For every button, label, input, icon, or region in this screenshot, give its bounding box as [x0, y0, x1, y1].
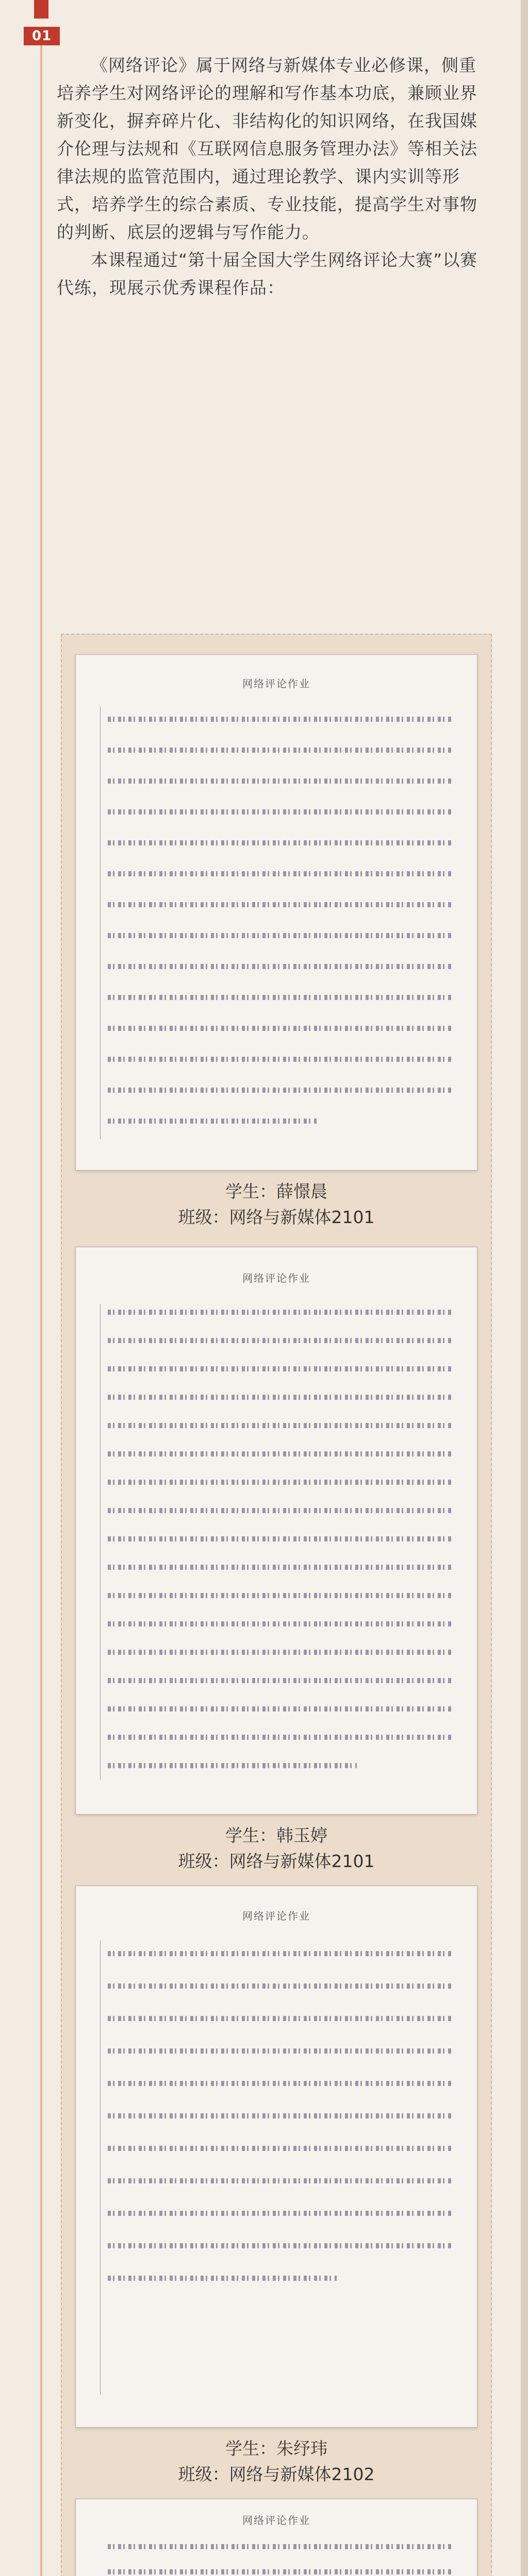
decorative-marker	[34, 0, 48, 19]
work-caption	[75, 1823, 477, 1874]
work-item	[75, 654, 477, 1230]
section-number-badge: 01	[24, 27, 60, 45]
sheet-title: 网络评论作业	[242, 1272, 310, 1284]
student-class: 班级：网络与新媒体2101	[178, 1207, 375, 1227]
work-item	[75, 1247, 477, 1874]
intro-paragraph: 《网络评论》属于网络与新媒体专业必修课，侧重培养学生对网络评论的理解和写作基本功底，兼顾业界新变化，摒弃碎片化、非结构化的知识网络，在我国媒介伦理与法规和《互联网信息服务管理办法》等相关法律法规的监管范围内，通过理论教学、课内实训等形式，培养学生的综合素质、专业技能，提高学生对事物的判断、底层的逻辑与写作能力。	[57, 55, 477, 242]
decorative-strip	[521, 0, 528, 2576]
homework-scan-image[interactable]	[75, 1247, 477, 1815]
work-item	[75, 1886, 477, 2487]
student-class: 班级：网络与新媒体2102	[178, 2464, 375, 2484]
work-caption	[75, 1179, 477, 1230]
intro-text	[57, 52, 490, 302]
decorative-side-line	[40, 27, 42, 2576]
student-name: 学生：朱纾玮	[225, 2438, 327, 2459]
sheet-title: 网络评论作业	[242, 2514, 310, 2527]
homework-scan-image[interactable]	[75, 654, 477, 1171]
homework-scan-image[interactable]	[75, 2499, 477, 2576]
student-name: 学生：韩玉婷	[225, 1825, 327, 1845]
intro-paragraph: 本课程通过“第十届全国大学生网络评论大赛”以赛代练，现展示优秀课程作品：	[57, 250, 478, 298]
work-item	[75, 2499, 477, 2576]
sheet-title: 网络评论作业	[242, 1910, 310, 1922]
work-caption	[75, 2436, 477, 2487]
homework-scan-image[interactable]	[75, 1886, 477, 2428]
student-name: 学生：薛憬晨	[225, 1181, 327, 1201]
student-class: 班级：网络与新媒体2101	[178, 1851, 375, 1871]
sheet-title: 网络评论作业	[242, 677, 310, 690]
